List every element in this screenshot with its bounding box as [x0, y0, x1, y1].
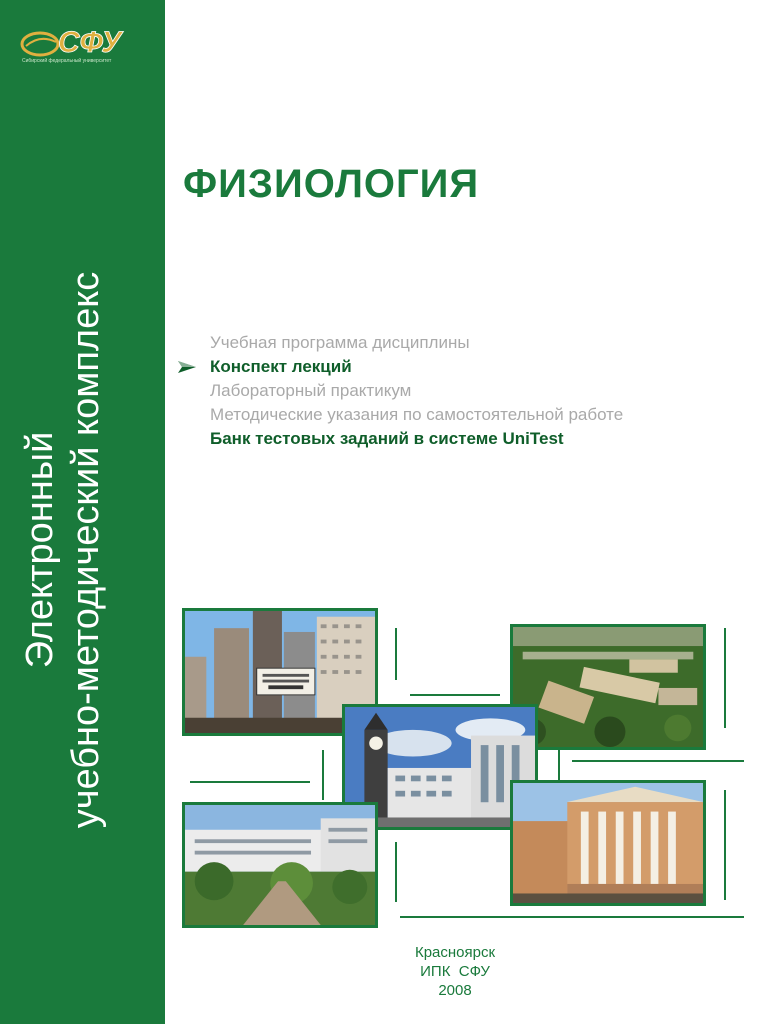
menu-item-lectures[interactable] — [210, 355, 623, 379]
divider-line — [400, 916, 744, 918]
footer-publisher: ИПК СФУ — [420, 963, 490, 980]
sidebar — [0, 0, 165, 1024]
menu-item-label: Конспект лекций — [210, 357, 352, 376]
divider-line — [572, 760, 744, 762]
sfu-logo — [18, 22, 150, 72]
footer-city: Красноярск — [414, 944, 496, 961]
arrow-right-icon — [178, 361, 196, 373]
photo-columned-building — [510, 780, 706, 906]
photo-campus-aerial — [510, 624, 706, 750]
menu-item-label: Лабораторный практикум — [210, 381, 412, 400]
course-menu — [210, 331, 623, 451]
menu-item-test-bank[interactable] — [210, 427, 623, 451]
divider-line — [410, 694, 500, 696]
photo-university-building — [182, 802, 378, 928]
divider-line — [395, 842, 397, 902]
menu-item-label: Методические указания по самостоятельной работе — [210, 405, 624, 424]
divider-line — [724, 790, 726, 900]
divider-line — [190, 781, 310, 783]
divider-line — [558, 750, 560, 780]
footer-year: 2008 — [438, 982, 472, 999]
divider-line — [395, 628, 397, 680]
svg-text:СФУ: СФУ — [58, 26, 122, 59]
menu-item-label: Учебная программа дисциплины — [210, 333, 470, 352]
divider-line — [322, 750, 324, 800]
menu-item-label: Банк тестовых заданий в системе UniTest — [210, 429, 564, 448]
logo-subtitle: Сибирский федеральный университет — [22, 58, 112, 64]
menu-item-program[interactable] — [210, 331, 623, 355]
vertical-title-line1: Электронный — [19, 431, 61, 669]
publication-info — [390, 943, 520, 1000]
menu-item-lab[interactable] — [210, 379, 623, 403]
vertical-title — [17, 150, 147, 950]
page-title: ФИЗИОЛОГИЯ — [183, 162, 480, 206]
vertical-title-line2: учебно-методический комплекс — [65, 271, 107, 829]
divider-line — [724, 628, 726, 728]
menu-item-guidelines[interactable] — [210, 403, 623, 427]
